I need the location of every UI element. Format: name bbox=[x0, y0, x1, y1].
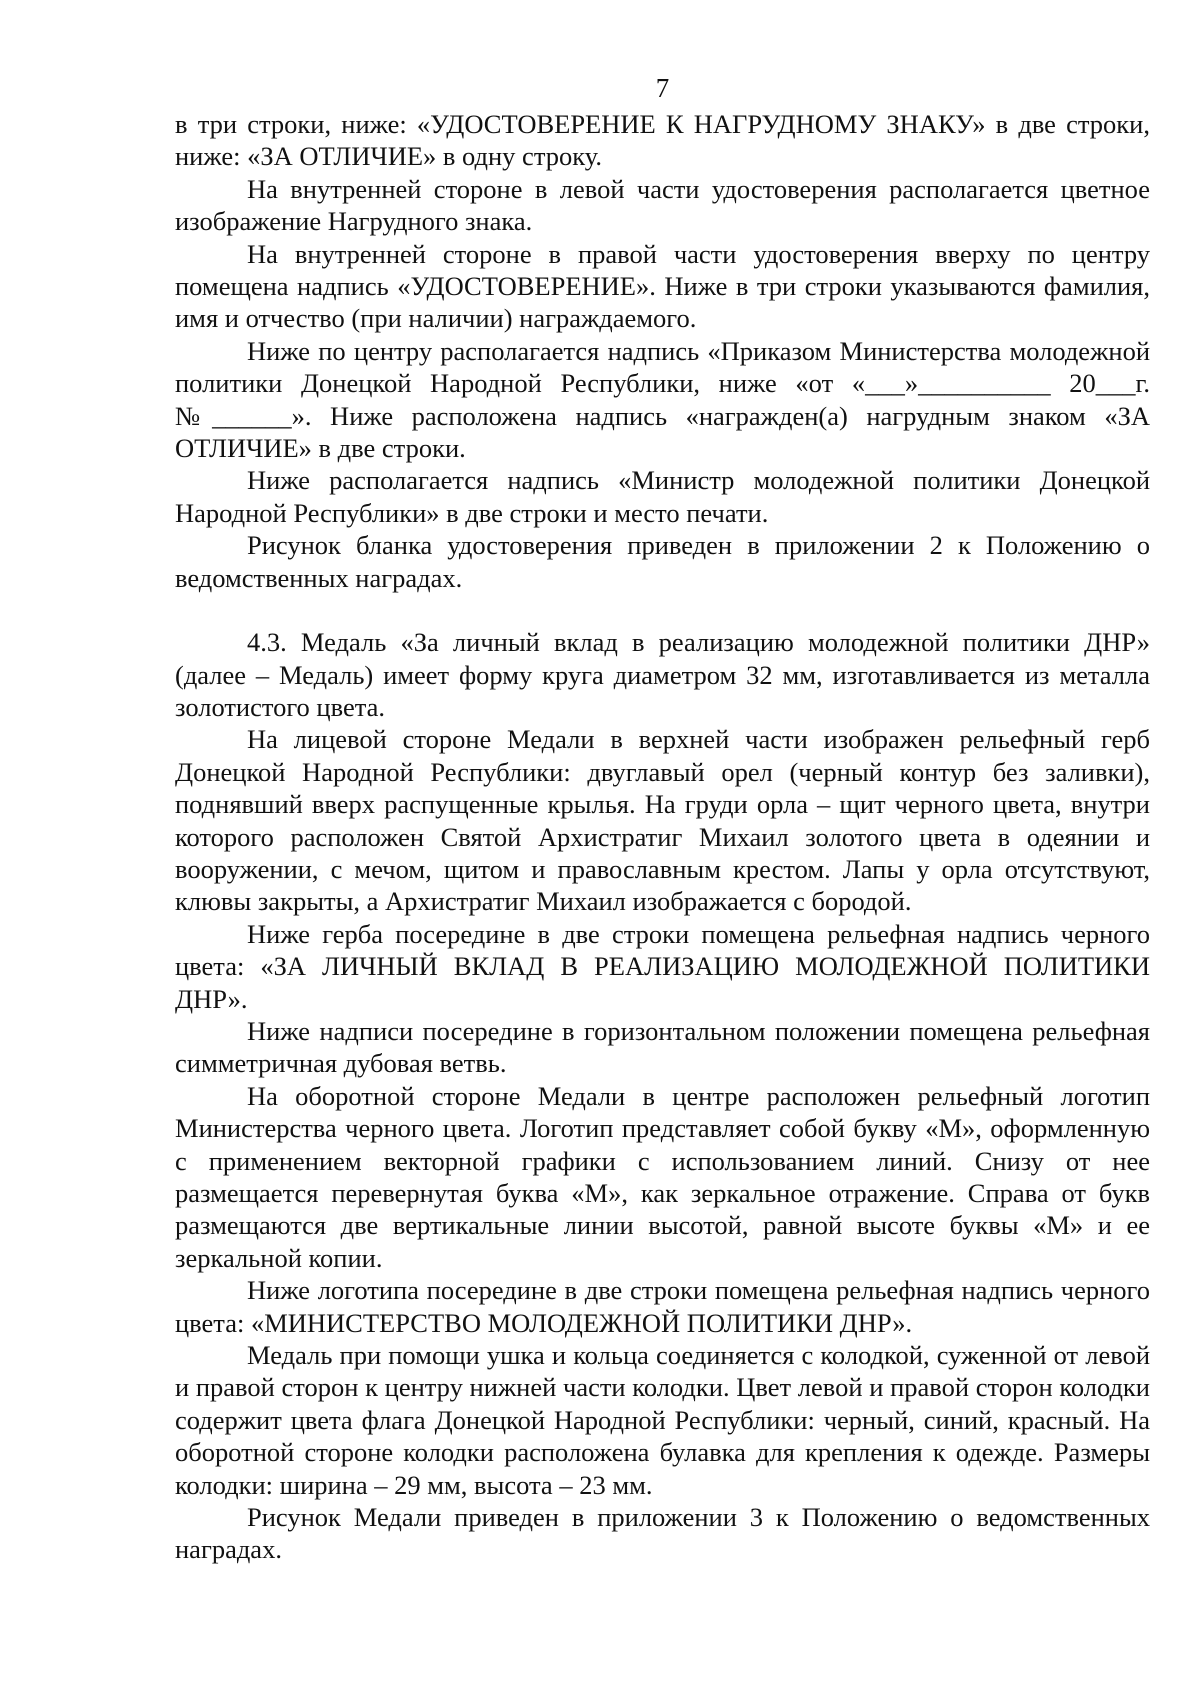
paragraph-continuation: в три строки, ниже: «УДОСТОВЕРЕНИЕ К НАГРУДНОМУ ЗНАКУ» в две строки, ниже: «ЗА ОТЛИЧИЕ» в одну строку. bbox=[175, 109, 1150, 172]
section-gap bbox=[175, 594, 1150, 626]
paragraph-minister-inscription: Ниже располагается надпись «Министр молодежной политики Донецкой Народной Республики» в две строки и место печати. bbox=[175, 465, 1150, 528]
paragraph-reverse-inscription: Ниже логотипа посередине в две строки помещена рельефная надпись черного цвета: «МИНИСТЕРСТВО МОЛОДЕЖНОЙ ПОЛИТИКИ ДНР». bbox=[175, 1275, 1150, 1338]
paragraph-medal-reverse: На оборотной стороне Медали в центре расположен рельефный логотип Министерства черного цвета. Логотип представляет собой букву «М», оформленную с применением векторной графики с использованием линий. Снизу от нее размещается перевернутая буква «М», как зеркальное отражение. Справа от букв размещаются две вертикальные линии высотой, равной высоте буквы «М» и ее зеркальной копии. bbox=[175, 1080, 1150, 1273]
page-number: 7 bbox=[655, 73, 670, 103]
paragraph-right-side: На внутренней стороне в правой части удостоверения вверху по центру помещена надпись «УДОСТОВЕРЕНИЕ». Ниже в три строки указываются фамилия, имя и отчество (при наличии) награждаемого. bbox=[175, 238, 1150, 334]
paragraph-medal-block: Медаль при помощи ушка и кольца соединяется с колодкой, суженной от левой и правой сторон к центру нижней части колодки. Цвет левой и правой сторон колодки содержит цвета флага Донецкой Народной Республики: черный, синий, красный. На оборотной стороне колодки расположена булавка для крепления к одежде. Размеры колодки: ширина – 29 мм, высота – 23 мм. bbox=[175, 1340, 1150, 1500]
paragraph-left-side: На внутренней стороне в левой части удостоверения располагается цветное изображение Нагрудного знака. bbox=[175, 173, 1150, 237]
paragraph-order-inscription: Ниже по центру располагается надпись «Приказом Министерства молодежной политики Донецкой Народной Республики, ниже «от «___»__________ 20___г. №______». Ниже расположена надпись «награжден(а) нагрудным знаком «ЗА ОТЛИЧИЕ» в две строки. bbox=[175, 335, 1150, 464]
paragraph-medal-appendix: Рисунок Медали приведен в приложении 3 к Положению о ведомственных наградах. bbox=[175, 1502, 1150, 1565]
paragraph-medal-inscription: Ниже герба посередине в две строки помещена рельефная надпись черного цвета: «ЗА ЛИЧНЫЙ ВКЛАД В РЕАЛИЗАЦИЮ МОЛОДЕЖНОЙ ПОЛИТИКИ ДНР». bbox=[175, 918, 1150, 1014]
paragraph-oak-branch: Ниже надписи посередине в горизонтальном положении помещена рельефная симметричная дубовая ветвь. bbox=[175, 1015, 1150, 1079]
paragraph-certificate-appendix: Рисунок бланка удостоверения приведен в приложении 2 к Положению о ведомственных наградах. bbox=[175, 530, 1150, 593]
paragraph-medal-obverse: На лицевой стороне Медали в верхней части изображен рельефный герб Донецкой Народной Республики: двуглавый орел (черный контур без заливки), поднявший вверх распущенные крылья. На груди орла – щит черного цвета, внутри которого расположен Святой Архистратиг Михаил золотого цвета в одеянии и вооружении, с мечом, щитом и православным крестом. Лапы у орла отсутствуют, клювы закрыты, а Архистратиг Михаил изображается с бородой. bbox=[175, 724, 1150, 917]
paragraph-section-4-3: 4.3. Медаль «За личный вклад в реализацию молодежной политики ДНР» (далее – Медаль) имеет форму круга диаметром 32 мм, изготавливается из металла золотистого цвета. bbox=[175, 627, 1150, 722]
document-page bbox=[175, 70, 1150, 1566]
